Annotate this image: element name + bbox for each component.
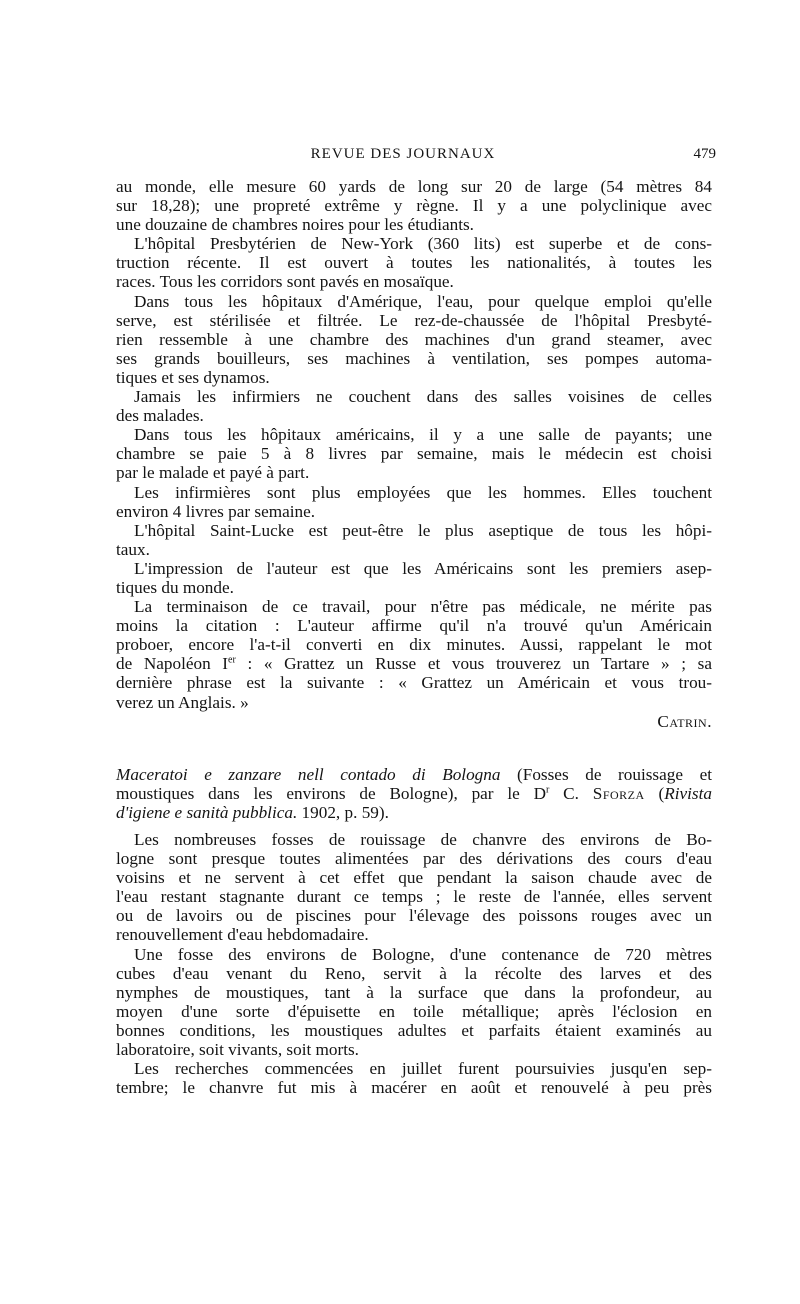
text-line: truction récente. Il est ouvert à toutes les nationalités, à toutes les — [116, 253, 712, 273]
text-fragment: C. — [549, 783, 593, 803]
section-spacer — [116, 757, 712, 765]
text-line: races. Tous les corridors sont pavés en mosaïque. — [116, 272, 454, 292]
text-line: rien ressemble à une chambre des machines d'un grand steamer, avec — [116, 329, 712, 349]
text-line: L'hôpital Saint-Lucke est peut-être le plus aseptique de tous les hôpi- — [134, 520, 712, 540]
text-line: tiques et ses dynamos. — [116, 367, 270, 387]
text-line: renouvellement d'eau hebdomadaire. — [116, 925, 369, 945]
text-line: par le malade et payé à part. — [116, 463, 310, 483]
text-line: voisins et ne servent à cet effet que pendant la saison chaude avec de — [116, 868, 712, 888]
text-line: ses grands bouilleurs, ses machines à ventilation, ses pompes automa- — [116, 348, 712, 368]
article-title-line — [116, 803, 712, 822]
text-line: Dans tous les hôpitaux d'Amérique, l'eau, pour quelque emploi qu'elle — [134, 291, 712, 311]
text-line: Une fosse des environs de Bologne, d'une contenance de 720 mètres — [134, 944, 712, 964]
text-line: l'eau restant stagnante durant ce temps ; le reste de l'année, elles servent — [116, 887, 712, 907]
text-line: nymphes de moustiques, tant à la surface que dans la profondeur, au — [116, 982, 712, 1002]
section-spacer — [116, 731, 712, 757]
page-number: 479 — [693, 146, 716, 162]
italic-title: Maceratoi e zanzare nell contado di Bologna — [116, 764, 501, 784]
text-line — [116, 654, 712, 673]
article-body — [116, 177, 712, 1097]
text-line: tembre; le chanvre fut mis à macérer en août et renouvelé à peu près — [116, 1078, 712, 1098]
superscript: r — [546, 784, 550, 796]
text-line: moins la citation : L'auteur affirme qu'il n'a trouvé qu'un Américain — [116, 616, 712, 636]
superscript: er — [228, 654, 236, 666]
section-maceratoi — [116, 765, 712, 1098]
text-line: L'hôpital Presbytérien de New-York (360 lits) est superbe et de cons- — [134, 234, 712, 254]
text-line: une douzaine de chambres noires pour les étudiants. — [116, 215, 474, 235]
running-head: REVUE DES JOURNAUX — [310, 146, 496, 162]
article-title-line — [116, 784, 712, 803]
text-fragment: moustiques dans les environs de Bologne), par le D — [116, 783, 546, 803]
text-line: moyen d'une sorte d'épuisette en toile métallique; après l'éclosion en — [116, 1001, 712, 1021]
text-line: Les recherches commencées en juillet furent poursuivies jusqu'en sep- — [134, 1059, 712, 1079]
text-line: ou de lavoirs ou de piscines pour l'élevage des poissons rouges avec un — [116, 906, 712, 926]
text-line: La terminaison de ce travail, pour n'être pas médicale, ne mérite pas — [134, 597, 712, 617]
text-line: logne sont presque toutes alimentées par des dérivations des cours d'eau — [116, 849, 712, 869]
text-line: dernière phrase est la suivante : « Grattez un Américain et vous trou- — [116, 673, 712, 693]
text-line: des malades. — [116, 406, 204, 426]
text-line: environ 4 livres par semaine. — [116, 501, 316, 521]
page-header — [90, 146, 716, 166]
paragraph-spacer — [116, 822, 712, 830]
journal-title: Rivista — [664, 783, 712, 803]
journal-title: d'igiene e sanità pubblica. — [116, 802, 298, 822]
author-name: Sforza — [592, 783, 645, 803]
article-title-line — [116, 765, 712, 784]
text-line: Les nombreuses fosses de rouissage de chanvre des environs de Bo- — [134, 830, 712, 849]
author-signature: Catrin. — [657, 711, 712, 731]
text-line: taux. — [116, 539, 150, 559]
text-line: bonnes conditions, les moustiques adultes et parfaits étaient examinés au — [116, 1020, 712, 1040]
text-fragment: 1902, p. 59). — [297, 802, 389, 822]
text-line: proboer, encore l'a-t-il converti en dix minutes. Aussi, rappelant le mot — [116, 635, 712, 655]
text-fragment: (Fosses de rouissage et — [500, 764, 712, 784]
text-line: tiques du monde. — [116, 577, 234, 597]
text-line: verez un Anglais. » — [116, 692, 249, 712]
text-line: sur 18,28); une propreté extrême y règne. Il y a une polyclinique avec — [116, 196, 712, 216]
text-line: cubes d'eau venant du Reno, servit à la récolte des larves et des — [116, 963, 712, 983]
text-line: Les infirmières sont plus employées que les hommes. Elles touchent — [134, 482, 712, 502]
text-line: Jamais les infirmiers ne couchent dans des salles voisines de celles — [134, 387, 712, 407]
text-line: serve, est stérilisée et filtrée. Le rez-de-chaussée de l'hôpital Presbyté- — [116, 310, 712, 330]
text-line: L'impression de l'auteur est que les Américains sont les premiers asep- — [134, 558, 712, 578]
section-hospitals — [116, 177, 712, 731]
text-line: Dans tous les hôpitaux américains, il y a une salle de payants; une — [134, 425, 712, 445]
text-fragment: : « Grattez un Russe et vous trouverez un Tartare » ; sa — [235, 654, 712, 674]
text-line: laboratoire, soit vivants, soit morts. — [116, 1040, 359, 1060]
text-line: chambre se paie 5 à 8 livres par semaine, mais le médecin est choisi — [116, 444, 712, 464]
text-fragment: de Napoléon I — [116, 654, 229, 674]
text-fragment: ( — [644, 783, 665, 803]
text-line: au monde, elle mesure 60 yards de long sur 20 de large (54 mètres 84 — [116, 177, 712, 196]
